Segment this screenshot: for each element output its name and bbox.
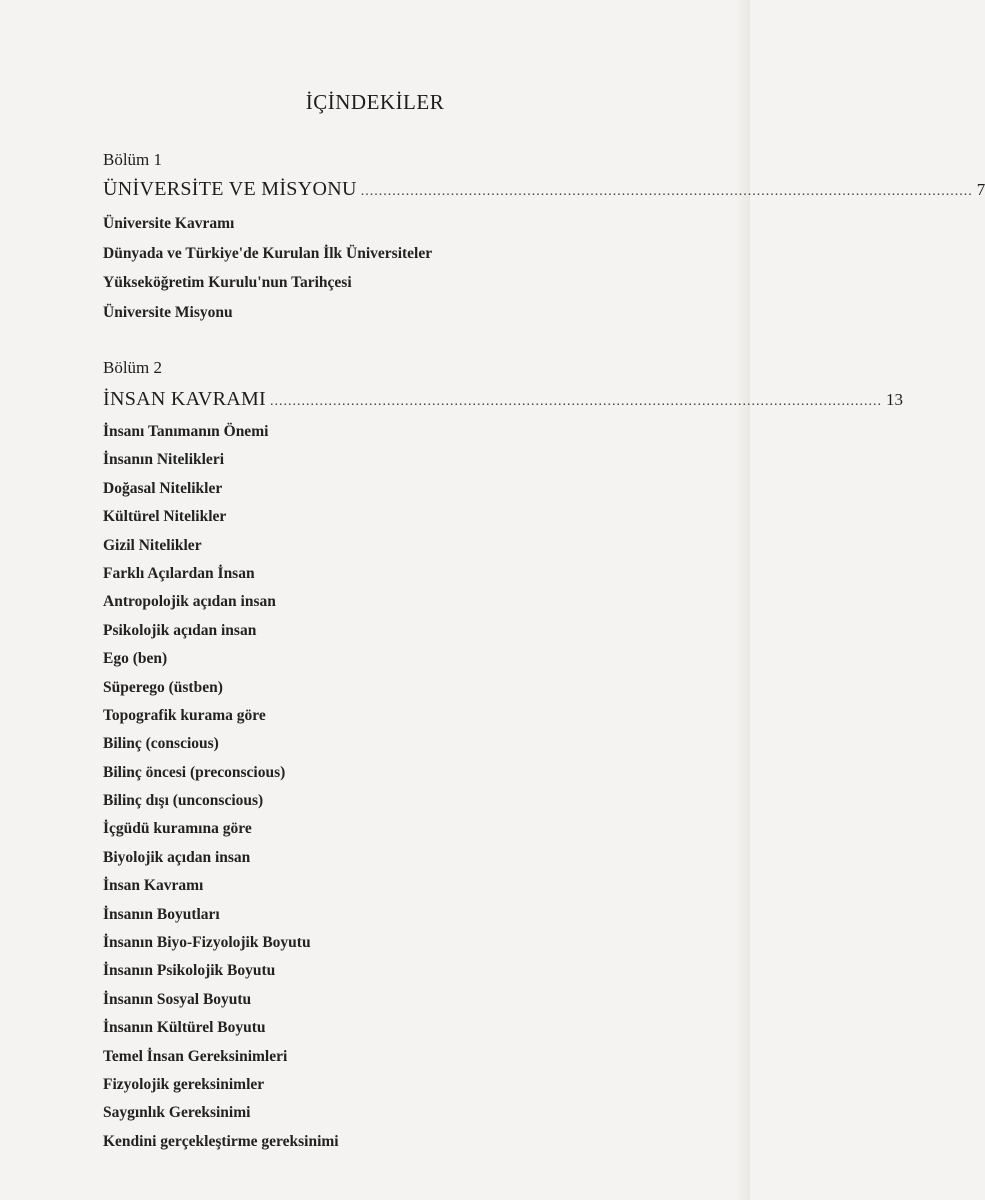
- section-item[interactable]: İnsanı Tanımanın Önemi: [103, 423, 269, 440]
- section-item[interactable]: Kendini gerçekleştirme gereksinimi: [103, 1132, 339, 1150]
- chapter-2-label: Bölüm 2: [103, 358, 163, 377]
- section-item[interactable]: İnsanın Kültürel Boyutu: [103, 1019, 266, 1037]
- section-item[interactable]: İnsanın Nitelikleri: [103, 451, 225, 469]
- section-item[interactable]: Temel İnsan Gereksinimleri: [103, 1047, 288, 1065]
- chapter-1-page-number: 7: [976, 180, 985, 199]
- toc-title: İÇİNDEKİLER: [305, 90, 445, 114]
- chapter-2-page-number: 13: [886, 390, 903, 409]
- section-item[interactable]: Bilinç (conscious): [103, 735, 219, 753]
- section-item[interactable]: Üniversite Misyonu: [103, 303, 233, 321]
- dot-leader: ........................................................................................................................................: [270, 394, 882, 409]
- section-item[interactable]: Dünyada ve Türkiye'de Kurulan İlk Üniversiteler: [103, 244, 433, 262]
- chapter-2-title: İNSAN KAVRAMI: [103, 388, 266, 410]
- section-item[interactable]: Biyolojik açıdan insan: [103, 848, 251, 866]
- section-item[interactable]: Farklı Açılardan İnsan: [103, 564, 255, 582]
- section-item[interactable]: Kültürel Nitelikler: [103, 508, 227, 526]
- section-item[interactable]: Antropolojik açıdan insan: [103, 593, 276, 611]
- dot-leader: ........................................................................................................................................: [360, 184, 973, 199]
- chapter-1-heading[interactable]: [103, 178, 985, 201]
- section-item[interactable]: İnsanın Boyutları: [103, 905, 220, 923]
- section-item[interactable]: Yükseköğretim Kurulu'nun Tarihçesi: [103, 274, 352, 291]
- chapter-1-label: Bölüm 1: [103, 150, 163, 169]
- section-item[interactable]: Saygınlık Gereksinimi: [103, 1104, 251, 1122]
- section-item[interactable]: Bilinç öncesi (preconscious): [103, 763, 286, 781]
- section-item[interactable]: Süperego (üstben): [103, 678, 223, 696]
- section-item[interactable]: Psikolojik açıdan insan: [103, 621, 257, 639]
- chapter-2-heading[interactable]: [103, 388, 903, 411]
- section-item[interactable]: İnsanın Psikolojik Boyutu: [103, 962, 276, 980]
- section-item[interactable]: İnsanın Biyo-Fizyolojik Boyutu: [103, 934, 311, 952]
- section-item[interactable]: Gizil Nitelikler: [103, 536, 202, 554]
- page-edge-shadow: [736, 0, 750, 1200]
- section-item[interactable]: Ego (ben): [103, 650, 168, 668]
- section-item[interactable]: Topografik kurama göre: [103, 706, 266, 724]
- section-item[interactable]: Fizyolojik gereksinimler: [103, 1075, 265, 1093]
- chapter-1-title: ÜNİVERSİTE VE MİSYONU: [103, 178, 357, 200]
- section-item[interactable]: Üniversite Kavramı: [103, 215, 235, 232]
- section-item[interactable]: İnsanın Sosyal Boyutu: [103, 990, 252, 1008]
- chapter-2-sections: [103, 418, 339, 1156]
- chapter-1-sections: [103, 209, 432, 327]
- section-item[interactable]: Bilinç dışı (unconscious): [103, 792, 264, 810]
- section-item[interactable]: İnsan Kavramı: [103, 877, 204, 895]
- section-item[interactable]: Doğasal Nitelikler: [103, 479, 223, 497]
- section-item[interactable]: İçgüdü kuramına göre: [103, 820, 252, 838]
